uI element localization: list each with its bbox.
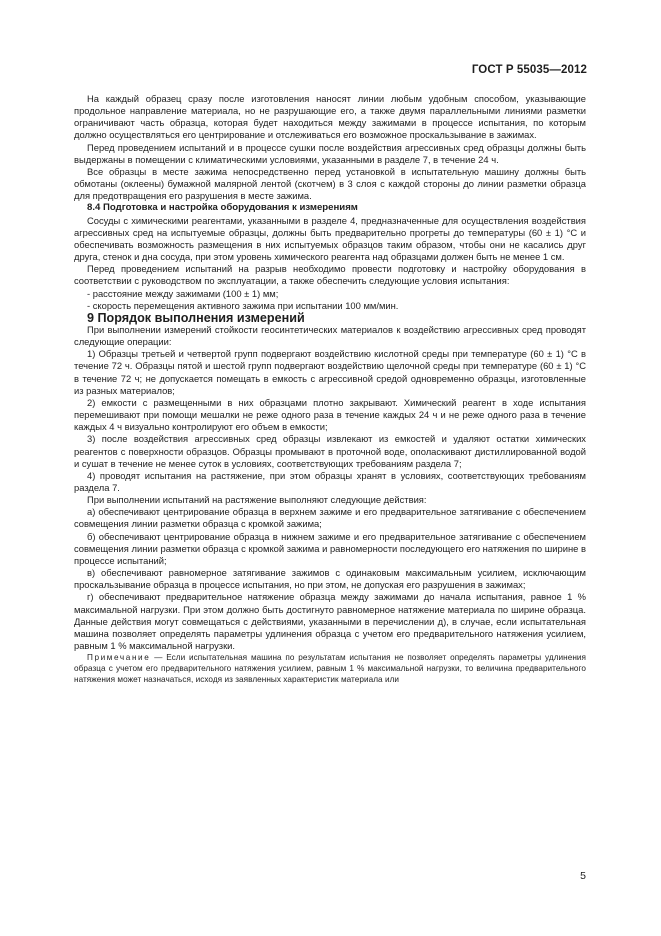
list-item: г) обеспечивают предварительное натяжение образца между зажимами до начала испытания, равное 1 % максимальной нагрузки. При этом должно быть достигнуто равномерное натяжение материала по ширине образца. Данные действия могут совмещаться с действиями, указанными в перечислении д), в случае, если испытательная машина позволяет определять параметры удлинения образца с учетом его предварительного натяжения усилием, равным 1 % максимальной нагрузки. [74,591,586,652]
section-heading: 9 Порядок выполнения измерений [87,310,305,325]
note [74,652,586,685]
paragraph: При выполнении испытаний на растяжение выполняют следующие действия: [87,494,427,506]
page-number: 5 [580,870,586,882]
list-item: 4) проводят испытания на растяжение, при этом образцы хранят в условиях, соответствующих требованиям раздела 7. [74,469,586,493]
paragraph: Сосуды с химическими реагентами, указанными в разделе 4, предназначенные для осуществления воздействия агрессивных сред на испытуемые образцы, должны быть предварительно прогреты до температуры (60 ± 1) °С и обеспечивать возможность размещения в них испытуемых образцов таким образом, чтобы они не касались друг друга, стенок и дна сосуда, при этом уровень химического реагента над образцами должен быть не менее 1 см. [74,214,586,263]
paragraph: Все образцы в месте зажима непосредственно перед установкой в испытательную машину должны быть обмотаны (оклеены) бумажной малярной лентой (скотчем) в 3 слоя с каждой стороны до линии разметки образца для предотвращения его разрушения в месте зажима. [74,165,586,202]
list-item: 1) Образцы третьей и четвертой групп подвергают воздействию кислотной среды при температуре (60 ± 1) °С в течение 72 ч. Образцы пятой и шестой групп подвергают воздействию щелочной среды при температуре (60 ± 1) °С в течение 72 ч; не допускается помещать в емкость с агрессивной средой одновременно образцы, изготовленные из разных материалов; [74,348,586,396]
note-label: Примечание [87,653,151,663]
list-item: б) обеспечивают центрирование образца в нижнем зажиме и его предварительное затягивание с обеспечением совмещения линии разметки образца с кромкой зажима и равномерности последующего его натяжения по ширине в процессе испытаний; [74,530,586,566]
list-item: в) обеспечивают равномерное затягивание зажимов с одинаковым максимальным усилием, исключающим проскальзывание образца в процессе испытания, но при этом, не допуская его разрушения в зажимах; [74,567,586,591]
list-item: - скорость перемещения активного зажима при испытании 100 мм/мин. [87,299,399,311]
paragraph: На каждый образец сразу после изготовления наносят линии любым удобным способом, указывающие продольное направление материала, но не разрушающие его, а также двумя параллельными линиями разметки ограничивают часть образца, которая будет находиться между зажимами в процессе испытания, по которым должно осуществляться его центрирование и отслеживаться его возможное проскальзывание в зажимах. [74,93,586,141]
paragraph: Перед проведением испытаний на разрыв необходимо провести подготовку и настройку оборудования в соответствии с руководством по эксплуатации, а также обеспечить следующие условия испытания: [74,263,586,287]
list-item: а) обеспечивают центрирование образца в верхнем зажиме и его предварительное затягивание с обеспечением совмещения линии разметки образца с кромкой зажима; [74,506,586,530]
subsection-heading: 8.4 Подготовка и настройка оборудования к измерениям [87,202,358,214]
document-header: ГОСТ Р 55035—2012 [471,64,587,76]
paragraph: Перед проведением испытаний и в процессе сушки после воздействия агрессивных сред образцы должны быть выдержаны в помещении с климатическими условиями, указанными в разделе 7, в течение 24 ч. [74,141,586,165]
page-content [74,93,586,685]
list-item: - расстояние между зажимами (100 ± 1) мм; [87,287,279,299]
note-text: — Если испытательная машина по результатам испытания не позволяет определять параметры удлинения образца с учетом его предварительного натяжения усилием, равным 1 % максимальной нагрузки, то величина предварительного натяжения может назначаться, исходя из заявленных характеристик материала или [74,653,587,685]
list-item: 2) емкости с размещенными в них образцами плотно закрывают. Химический реагент в ходе испытания перемешивают при помощи мешалки не реже одного раза в течение каждых 24 ч и не реже одного раза в течение каждых 4 ч визуально контролируют его объем в емкости; [74,396,586,433]
list-item: 3) после воздействия агрессивных сред образцы извлекают из емкостей и удаляют остатки химических реагентов с поверхности образцов. Образцы промывают в проточной воде, ополаскивают дистиллированной водой и сушат в течение не менее суток в условиях, соответствующих требованиям раздела 7; [74,433,586,469]
paragraph: При выполнении измерений стойкости геосинтетических материалов к воздействию агрессивных сред проводят следующие операции: [74,323,586,348]
